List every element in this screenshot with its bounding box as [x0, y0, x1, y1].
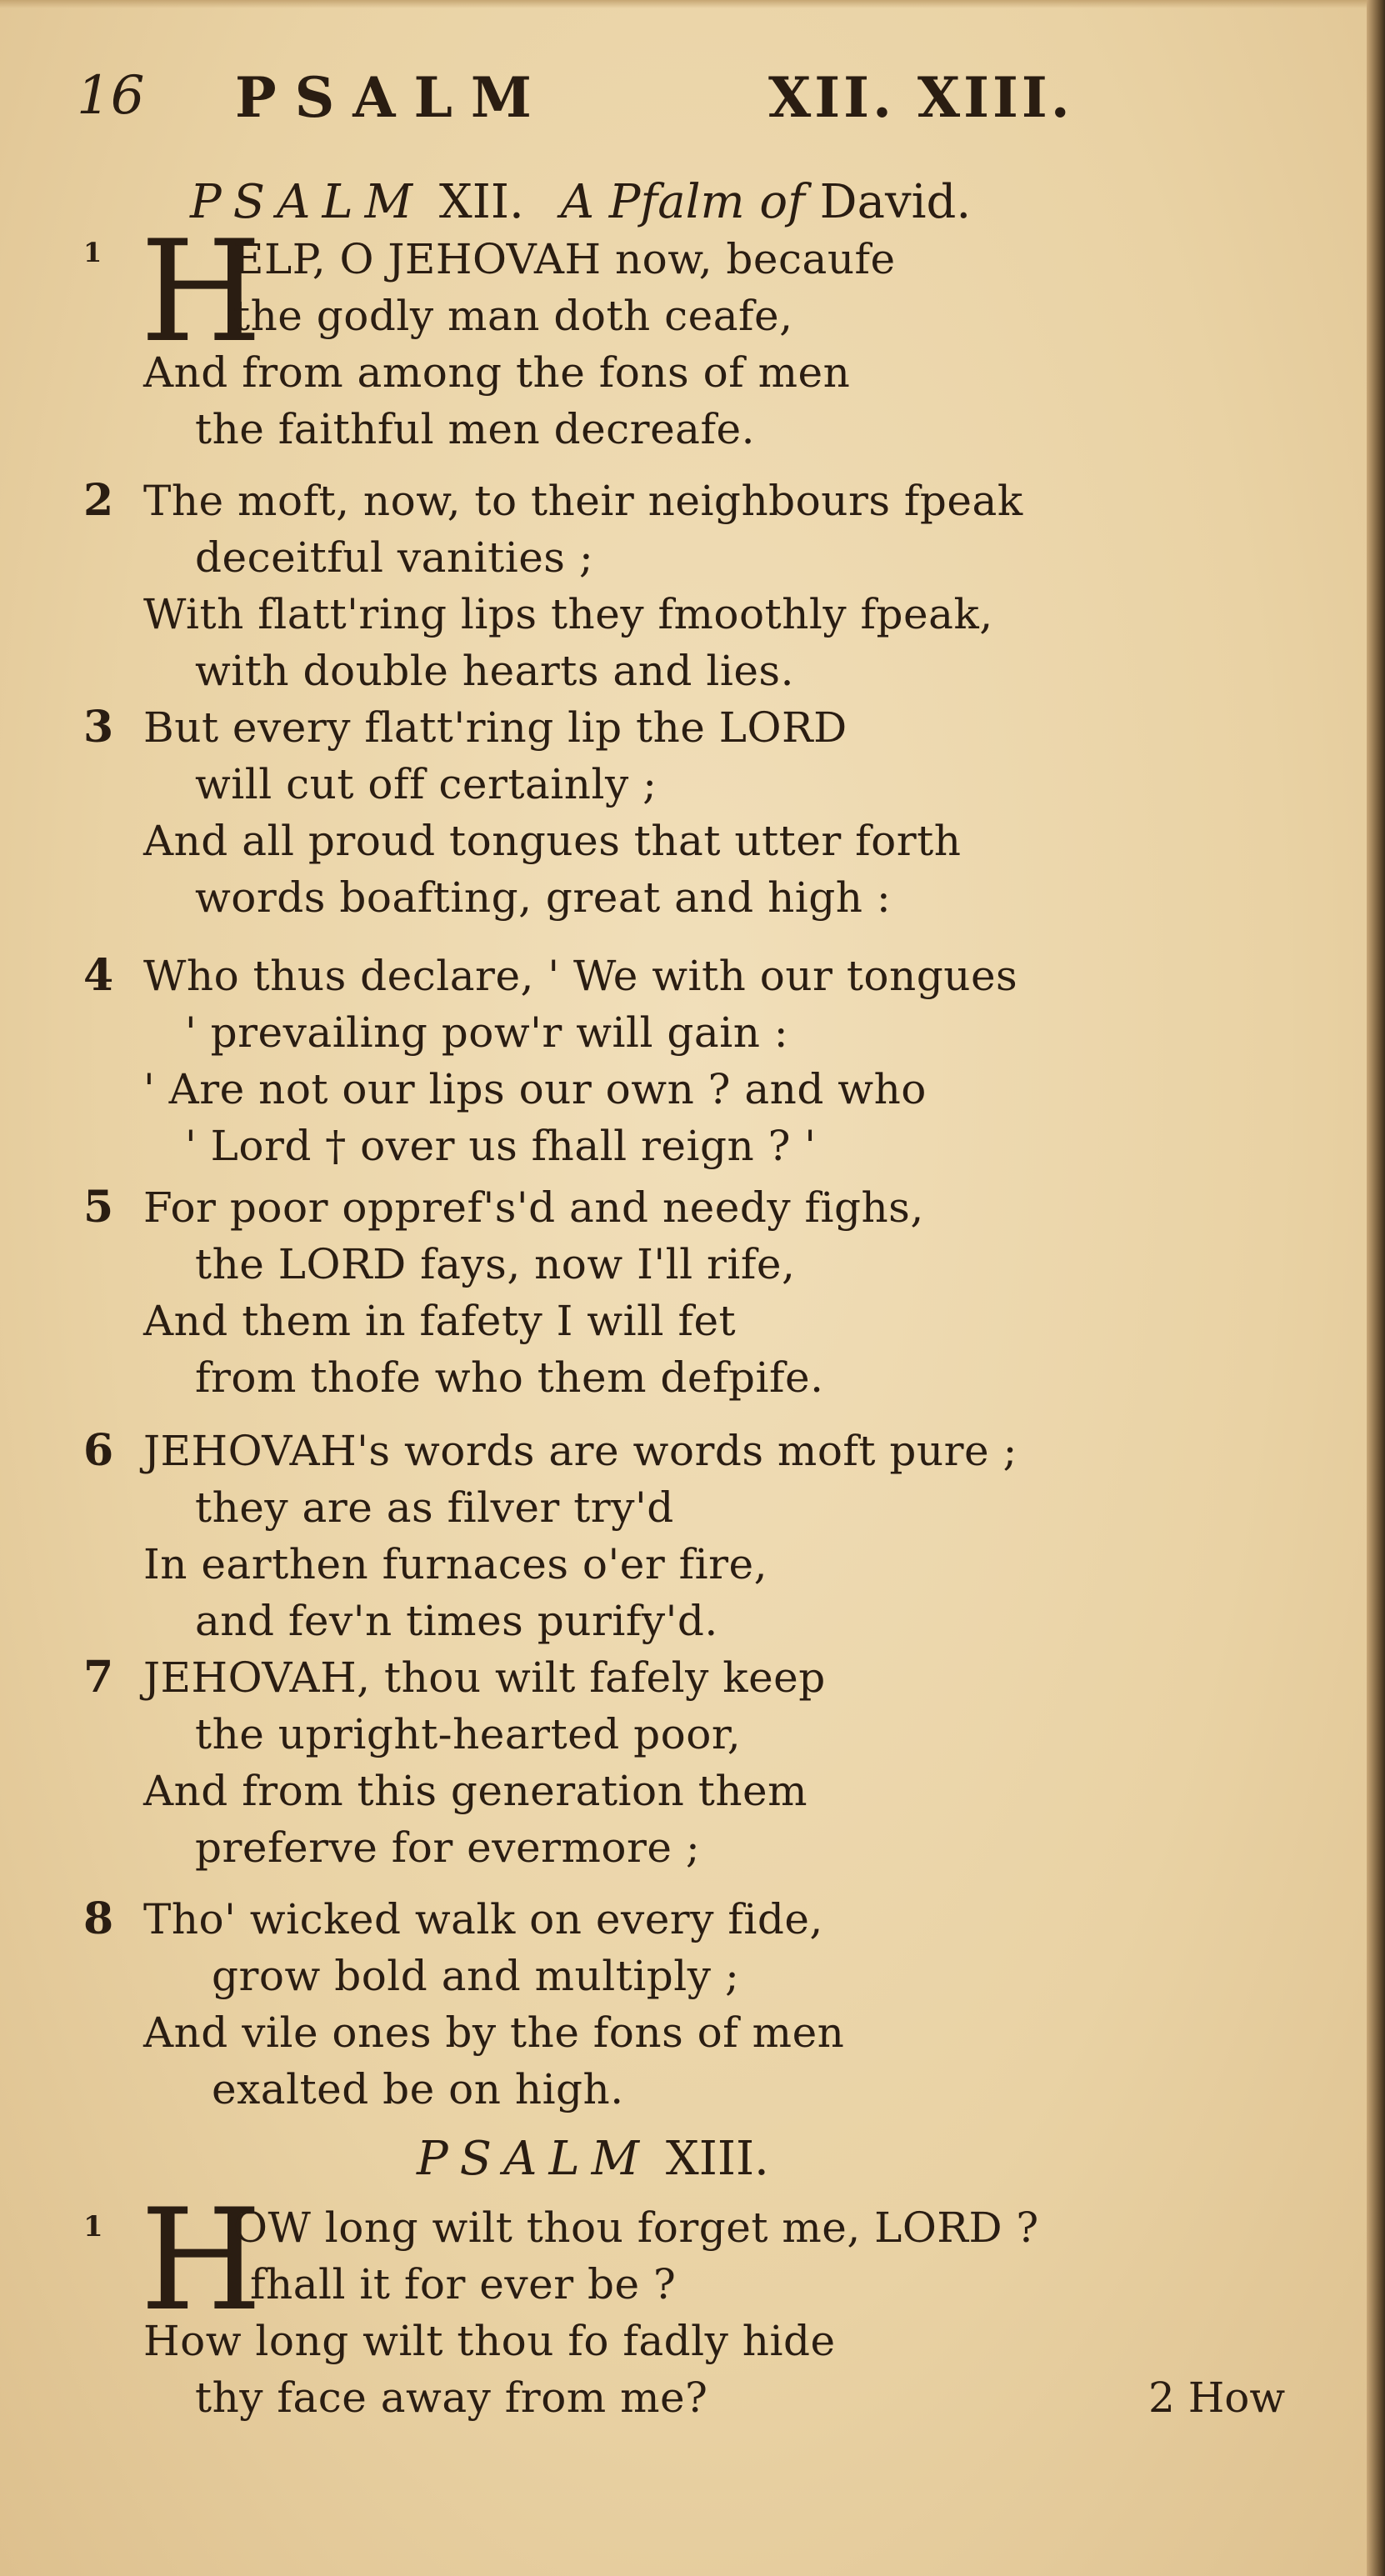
verse-line: the faithful men decreafe.	[195, 405, 755, 453]
verse-line: the godly man doth ceafe,	[233, 292, 793, 340]
psalm12-dropcap: H	[140, 210, 262, 373]
verse-line: And from this generation them	[143, 1767, 808, 1815]
verse-line: thy face away from me?	[195, 2373, 708, 2422]
page-number: 16	[77, 65, 145, 127]
verse-line: ELP, O JEHOVAH now, becaufe	[233, 235, 896, 283]
page-right-edge	[1367, 0, 1385, 2576]
verse-line: they are as filver try'd	[195, 1483, 674, 1532]
psalm13-verse-1-number: 1	[83, 2210, 103, 2243]
verse-line: ' prevailing pow'r will gain :	[185, 1008, 789, 1057]
running-head-title: PSALM	[235, 65, 550, 130]
psalm13-heading	[417, 2132, 769, 2186]
verse-line: the upright-hearted poor,	[195, 1710, 742, 1758]
catchword: 2 How	[1148, 2373, 1286, 2422]
verse-line: deceitful vanities ;	[195, 533, 594, 582]
verse-line: With flatt'ring lips they fmoothly fpeak,	[143, 590, 993, 638]
verse-line: ' Are not our lips our own ? and who	[143, 1065, 927, 1113]
psalm12-heading	[190, 175, 971, 229]
psalm12-verse-8-number: 8	[83, 1893, 114, 1944]
psalm12-verse-1-number: 1	[83, 237, 102, 268]
verse-line: And vile ones by the fons of men	[143, 2008, 845, 2057]
psalm12-verse-7-number: 7	[83, 1652, 114, 1703]
verse-line: fhall it for ever be ?	[250, 2260, 677, 2308]
psalm12-heading-word: PSALM	[190, 175, 425, 229]
verse-line: The moft, now, to their neighbours fpeak	[143, 477, 1023, 525]
verse-line: How long wilt thou fo fadly hide	[143, 2317, 836, 2365]
running-head-numbers: XII. XIII.	[768, 65, 1073, 130]
verse-line: And all proud tongues that utter forth	[143, 817, 962, 865]
verse-line: Tho' wicked walk on every fide,	[143, 1895, 823, 1943]
verse-line: grow bold and multiply ;	[212, 1952, 740, 2000]
verse-line: JEHOVAH, thou wilt fafely keep	[143, 1653, 826, 1702]
psalm12-verse-4-number: 4	[83, 950, 114, 1001]
verse-line: will cut off certainly ;	[195, 760, 658, 808]
verse-line: the LORD fays, now I'll rife,	[195, 1240, 796, 1288]
verse-line: words boafting, great and high :	[195, 873, 892, 922]
verse-line: ' Lord † over us fhall reign ? '	[185, 1122, 817, 1170]
psalm13-heading-word: PSALM	[417, 2132, 652, 2186]
verse-line: preferve for evermore ;	[195, 1823, 701, 1872]
verse-line: from thofe who them defpife.	[195, 1353, 824, 1402]
verse-line: and fev'n times purify'd.	[195, 1597, 718, 1645]
psalm12-verse-6-number: 6	[83, 1425, 114, 1476]
verse-line: OW long wilt thou forget me, LORD ?	[233, 2203, 1039, 2252]
verse-line: In earthen furnaces o'er fire,	[143, 1540, 768, 1588]
psalm12-heading-sub: A Pfalm of	[560, 175, 805, 229]
psalm13-heading-number: XIII.	[665, 2132, 769, 2186]
verse-line: with double hearts and lies.	[195, 647, 794, 695]
verse-line: JEHOVAH's words are words moft pure ;	[143, 1427, 1018, 1475]
verse-line: But every flatt'ring lip the LORD	[143, 703, 848, 752]
page-top-edge	[0, 0, 1385, 8]
verse-line: And from among the fons of men	[143, 348, 851, 397]
psalm12-heading-author: David.	[819, 175, 972, 229]
psalm13-dropcap: H	[140, 2178, 262, 2342]
verse-line: And them in fafety I will fet	[143, 1297, 737, 1345]
verse-line: exalted be on high.	[212, 2065, 624, 2113]
psalm12-heading-number: XII.	[438, 175, 524, 229]
running-head	[77, 65, 1160, 148]
verse-line: For poor oppref's'd and needy fighs,	[143, 1183, 924, 1232]
psalm12-verse-5-number: 5	[83, 1182, 114, 1233]
psalm12-verse-2-number: 2	[83, 475, 114, 526]
verse-line: Who thus declare, ' We with our tongues	[143, 952, 1018, 1000]
psalm12-verse-3-number: 3	[83, 702, 114, 753]
